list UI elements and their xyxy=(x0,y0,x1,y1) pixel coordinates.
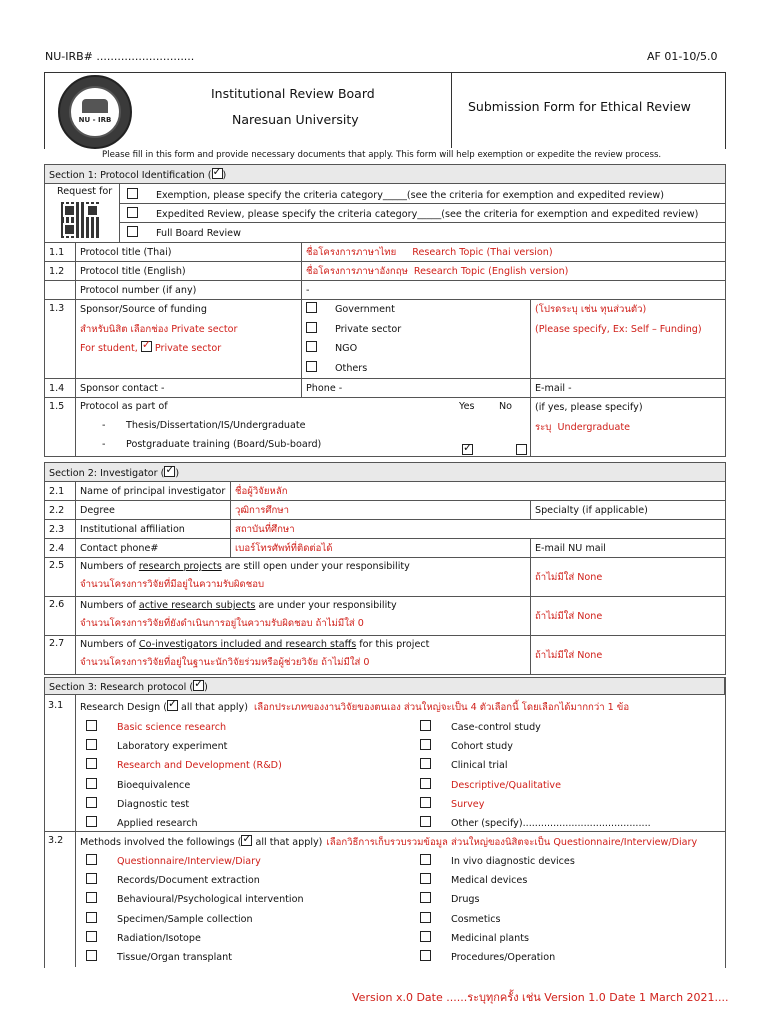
org-name-line2: Naresuan University xyxy=(232,112,359,127)
design-left-label: Diagnostic test xyxy=(117,798,190,810)
version-footer: Version x.0 Date ......ระบุทุกครั้ง เช่น Version 1.0 Date 1 March 2021.... xyxy=(352,991,729,1004)
design-left-label: Basic science research xyxy=(117,722,227,733)
postgrad-dash: - xyxy=(102,439,106,450)
methods-right-checkbox[interactable] xyxy=(420,950,431,961)
design-left-option[interactable] xyxy=(86,795,282,814)
q25-th: จำนวนโครงการวิจัยที่มีอยู่ในความรับผิดชอบ xyxy=(80,579,265,590)
private-sector-checkbox[interactable] xyxy=(306,322,317,333)
specialty-field[interactable]: Specialty (if applicable) xyxy=(531,501,726,520)
methods-left-option[interactable] xyxy=(86,910,304,929)
methods-right-checkbox[interactable] xyxy=(420,892,431,903)
methods-right-list xyxy=(420,852,575,967)
methods-right-option[interactable] xyxy=(420,948,575,967)
design-right-checkbox[interactable] xyxy=(420,778,431,789)
design-left-label: Bioequivalence xyxy=(117,779,191,791)
degree-field[interactable]: วุฒิการศึกษา xyxy=(231,501,531,520)
protocol-number-field[interactable]: - xyxy=(302,281,726,300)
design-left-option[interactable] xyxy=(86,737,282,756)
design-right-checkbox[interactable] xyxy=(420,816,431,827)
design-right-checkbox[interactable] xyxy=(420,739,431,750)
row-number: 1.3 xyxy=(45,300,76,379)
if-yes-label: (if yes, please specify) xyxy=(535,402,643,413)
header-divider xyxy=(451,72,452,148)
q25-label: Numbers of research projects are still open under your responsibility xyxy=(80,561,410,572)
methods-left-checkbox[interactable] xyxy=(86,873,97,884)
no-header: No xyxy=(499,401,513,412)
contact-phone-label: Contact phone# xyxy=(76,539,231,558)
design-right-option[interactable] xyxy=(420,795,651,814)
design-left-checkbox[interactable] xyxy=(86,739,97,750)
methods-right-checkbox[interactable] xyxy=(420,873,431,884)
q25-answer[interactable]: ถ้าไม่มีใส่ None xyxy=(531,558,726,597)
affiliation-label: Institutional affiliation xyxy=(76,520,231,539)
sponsor-note-en: For student, ✓ Private sector xyxy=(80,339,301,359)
ngo-checkbox[interactable] xyxy=(306,341,317,352)
section-3-title-end: ) xyxy=(204,682,208,693)
design-right-option[interactable] xyxy=(420,756,651,775)
design-left-label: Research and Development (R&D) xyxy=(117,760,282,772)
design-left-checkbox[interactable] xyxy=(86,778,97,789)
design-left-option[interactable] xyxy=(86,718,282,737)
design-right-option[interactable] xyxy=(420,814,651,833)
funding-others[interactable]: Others xyxy=(306,359,530,379)
doc-number-label: NU-IRB# ............................ xyxy=(45,50,195,63)
research-design-label: Research Design (✓ all that apply) เลือกประเภทของงานวิจัยของตนเอง ส่วนใหญ่จะเป็น 4 ตัวเลือกนี้ โดยเลือกได้มากกว่า 1 ข้อ xyxy=(80,700,629,715)
methods-left-label: Records/Document extraction xyxy=(117,875,260,887)
methods-right-option[interactable] xyxy=(420,910,575,929)
thai-title-value: Research Topic (Thai version) xyxy=(412,246,553,258)
logo-text: NU - IRB xyxy=(78,116,112,124)
exemption-label: Exemption, please specify the criteria category_____(see the criteria for exemption and expedited review) xyxy=(156,190,665,201)
form-code: AF 01-10/5.0 xyxy=(647,50,718,63)
eng-title-field[interactable] xyxy=(302,262,726,281)
funding-note-th: (โปรดระบุ เช่น ทุนส่วนตัว) xyxy=(535,304,647,315)
design-right-option[interactable] xyxy=(420,718,651,737)
methods-left-label: Behavioural/Psychological intervention xyxy=(117,894,304,906)
q26-th: จำนวนโครงการวิจัยที่ยังดำเนินการอยู่ในความรับผิดชอบ ถ้าไม่มีใส่ 0 xyxy=(80,618,364,629)
protocol-number-label: Protocol number (if any) xyxy=(76,281,302,300)
methods-left-checkbox[interactable] xyxy=(86,931,97,942)
methods-left-option[interactable] xyxy=(86,852,304,871)
section-2-title: Section 2: Investigator ( xyxy=(49,467,165,479)
sponsor-email[interactable]: E-mail - xyxy=(531,379,726,398)
methods-left-checkbox[interactable] xyxy=(86,912,97,923)
methods-left-checkbox[interactable] xyxy=(86,892,97,903)
design-left-label: Laboratory experiment xyxy=(117,741,228,753)
methods-right-label: Cosmetics xyxy=(451,913,501,925)
section-3-checkbox[interactable] xyxy=(193,680,204,691)
eng-title-label: Protocol title (English) xyxy=(76,262,302,281)
q27-answer[interactable]: ถ้าไม่มีใส่ None xyxy=(531,636,726,675)
row-number: 3.2 xyxy=(48,835,64,846)
methods-right-checkbox[interactable] xyxy=(420,912,431,923)
row-number: 1.1 xyxy=(45,243,76,262)
methods-example-checkbox xyxy=(241,835,252,846)
fullboard-checkbox[interactable] xyxy=(127,226,138,237)
funding-private[interactable]: Private sector xyxy=(306,320,530,340)
contact-email-field[interactable]: E-mail NU mail xyxy=(531,539,726,558)
affiliation-field[interactable]: สถาบันที่ศึกษา xyxy=(231,520,726,539)
protocol-part-label: Protocol as part of xyxy=(80,401,168,412)
row-number: 1.5 xyxy=(45,398,76,457)
thesis-label: Thesis/Dissertation/IS/Undergraduate xyxy=(126,420,306,431)
q26-answer[interactable]: ถ้าไม่มีใส่ None xyxy=(531,597,726,636)
eng-title-th: ชื่อโครงการภาษาอังกฤษ xyxy=(306,265,408,277)
methods-left-checkbox[interactable] xyxy=(86,950,97,961)
design-right-option[interactable] xyxy=(420,776,651,795)
design-right-checkbox[interactable] xyxy=(420,797,431,808)
funding-note-en: (Please specify, Ex: Self – Funding) xyxy=(535,323,702,335)
sponsor-contact[interactable]: Sponsor contact - xyxy=(76,379,302,398)
design-right-checkbox[interactable] xyxy=(420,758,431,769)
methods-left-label: Tissue/Organ transplant xyxy=(117,952,233,964)
government-checkbox[interactable] xyxy=(306,302,317,313)
q26-label: Numbers of active research subjects are under your responsibility xyxy=(80,600,397,611)
methods-left-label: Questionnaire/Interview/Diary xyxy=(117,856,261,867)
methods-right-checkbox[interactable] xyxy=(420,854,431,865)
row-number: 2.7 xyxy=(45,636,76,675)
design-left-label: Applied research xyxy=(117,818,198,830)
design-right-label: Descriptive/Qualitative xyxy=(451,779,561,791)
pi-name-field[interactable]: ชื่อผู้วิจัยหลัก xyxy=(231,482,726,501)
request-for-label: Request for xyxy=(57,186,113,197)
section-2-table xyxy=(44,462,726,675)
section-3-title: Section 3: Research protocol ( xyxy=(49,682,194,693)
design-left-checkbox[interactable] xyxy=(86,797,97,808)
design-right-label: Survey xyxy=(451,798,485,810)
design-left-checkbox[interactable] xyxy=(86,758,97,769)
methods-right-checkbox[interactable] xyxy=(420,931,431,942)
design-left-option[interactable] xyxy=(86,776,282,795)
private-sector-example-checkbox xyxy=(141,341,152,352)
methods-left-label: Specimen/Sample collection xyxy=(117,913,253,925)
design-right-list xyxy=(420,718,651,833)
others-checkbox[interactable] xyxy=(306,361,317,372)
design-left-list xyxy=(86,718,282,833)
methods-right-option[interactable] xyxy=(420,890,575,909)
thai-title-th: ชื่อโครงการภาษาไทย xyxy=(306,246,397,258)
thesis-no-checkbox[interactable] xyxy=(516,444,527,455)
pi-name-label: Name of principal investigator xyxy=(76,482,231,501)
row-number: 3.1 xyxy=(48,700,64,711)
design-right-option[interactable] xyxy=(420,737,651,756)
design-left-option[interactable] xyxy=(86,814,282,833)
methods-left-list xyxy=(86,852,304,967)
design-left-option[interactable] xyxy=(86,756,282,775)
request-option-fullboard[interactable] xyxy=(127,226,241,239)
exemption-checkbox[interactable] xyxy=(127,188,138,199)
request-vdivider xyxy=(119,184,120,242)
design-right-label: Cohort study xyxy=(451,741,513,753)
expedited-label: Expedited Review, please specify the criteria category_____(see the criteria for exemption and expedited review) xyxy=(156,209,699,220)
section-1-title: Section 1: Protocol Identification ( xyxy=(49,169,212,181)
yes-header: Yes xyxy=(459,401,475,412)
methods-left-option[interactable] xyxy=(86,948,304,967)
request-hline-2 xyxy=(119,222,725,223)
methods-right-label: Medicinal plants xyxy=(451,932,530,944)
funding-government[interactable]: Government xyxy=(306,300,530,320)
contact-phone-field[interactable]: เบอร์โทรศัพท์ที่ติดต่อได้ xyxy=(231,539,531,558)
design-right-checkbox[interactable] xyxy=(420,720,431,731)
design-left-checkbox[interactable] xyxy=(86,816,97,827)
methods-right-label: Procedures/Operation xyxy=(451,952,556,964)
methods-right-option[interactable] xyxy=(420,929,575,948)
design-right-label: Other (specify).......................................... xyxy=(451,818,651,830)
section-2-title-end: ) xyxy=(175,467,180,479)
sponsor-note-th: สำหรับนิสิต เลือกช่อง Private sector xyxy=(80,323,238,335)
fullboard-label: Full Board Review xyxy=(156,228,241,239)
form-title: Submission Form for Ethical Review xyxy=(468,99,691,114)
row-number: 2.4 xyxy=(45,539,76,558)
methods-left-label: Radiation/Isotope xyxy=(117,932,201,944)
methods-right-option[interactable] xyxy=(420,871,575,890)
section-1-checkbox[interactable] xyxy=(212,168,223,179)
methods-left-checkbox[interactable] xyxy=(86,854,97,865)
eng-title-value: Research Topic (English version) xyxy=(413,265,569,277)
thai-title-field[interactable] xyxy=(302,243,726,262)
request-hline-1 xyxy=(119,203,725,204)
section-3-header xyxy=(44,677,725,695)
section-2-checkbox[interactable] xyxy=(164,466,175,477)
postgrad-label: Postgraduate training (Board/Sub-board) xyxy=(126,439,322,450)
q27-th: จำนวนโครงการวิจัยที่อยู่ในฐานะนักวิจัยร่วมหรือผู้ช่วยวิจัย ถ้าไม่มีใส่ 0 xyxy=(80,657,370,668)
sponsor-phone[interactable]: Phone - xyxy=(302,379,531,398)
thai-title-label: Protocol title (Thai) xyxy=(76,243,302,262)
row-number: 1.2 xyxy=(45,262,76,281)
methods-right-option[interactable] xyxy=(420,852,575,871)
methods-left-option[interactable] xyxy=(86,929,304,948)
q27-label: Numbers of Co-investigators included and research staffs for this project xyxy=(80,639,430,650)
qr-code-icon xyxy=(61,202,101,238)
funding-ngo[interactable]: NGO xyxy=(306,339,530,359)
row-number: 2.6 xyxy=(45,597,76,636)
thesis-yes-checkbox[interactable] xyxy=(462,444,473,455)
design-example-checkbox xyxy=(167,700,178,711)
thesis-dash: - xyxy=(102,420,106,431)
row-number: 2.5 xyxy=(45,558,76,597)
thesis-specify[interactable]: ระบุ Undergraduate xyxy=(535,421,631,433)
section-1-title-end: ) xyxy=(222,169,227,181)
design-right-label: Clinical trial xyxy=(451,760,508,772)
row-number: 2.3 xyxy=(45,520,76,539)
row-number: 2.2 xyxy=(45,501,76,520)
request-option-expedited[interactable] xyxy=(127,207,698,220)
degree-label: Degree xyxy=(76,501,231,520)
methods-right-label: In vivo diagnostic devices xyxy=(451,856,575,867)
expedited-checkbox[interactable] xyxy=(127,207,138,218)
irb-logo xyxy=(58,75,132,149)
methods-right-label: Drugs xyxy=(451,894,480,906)
section-1-table xyxy=(44,164,726,457)
instructions: Please fill in this form and provide necessary documents that apply. This form will help exemption or expedite the review process. xyxy=(102,150,662,160)
design-left-checkbox[interactable] xyxy=(86,720,97,731)
methods-label: Methods involved the followings (✓ all that apply) เลือกวิธีการเก็บรวบรวมข้อมูล ส่วนใหญ่ของนิสิตจะเป็น Questionnaire/Interview/Diary xyxy=(80,835,697,850)
row-number: 2.1 xyxy=(45,482,76,501)
sponsor-label: Sponsor/Source of funding xyxy=(80,304,207,315)
methods-left-option[interactable] xyxy=(86,871,304,890)
methods-left-option[interactable] xyxy=(86,890,304,909)
design-right-label: Case-control study xyxy=(451,722,541,733)
row-number: 1.4 xyxy=(45,379,76,398)
org-name-line1: Institutional Review Board xyxy=(211,86,375,101)
request-option-exemption[interactable] xyxy=(127,188,664,201)
methods-right-label: Medical devices xyxy=(451,875,528,887)
